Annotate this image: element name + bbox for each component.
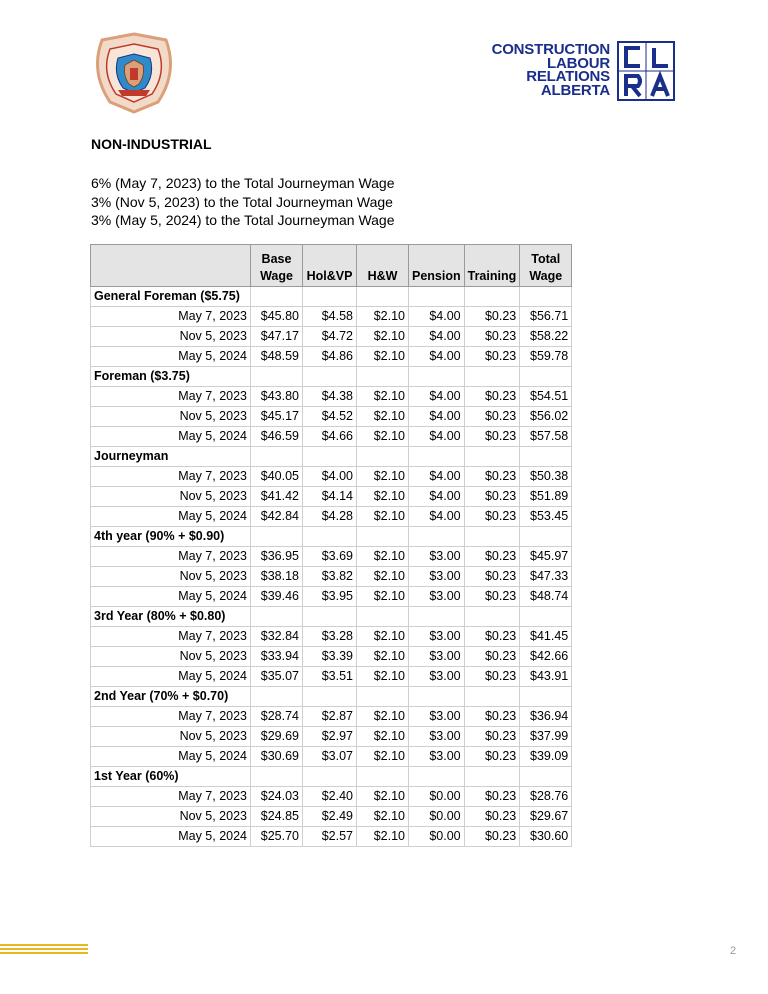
value-cell: $32.84 [251, 627, 303, 647]
footer-accent-lines [0, 944, 88, 956]
value-cell: $2.10 [357, 467, 409, 487]
value-cell: $50.38 [520, 467, 572, 487]
value-cell: $38.18 [251, 567, 303, 587]
empty-cell [357, 687, 409, 707]
value-cell: $2.10 [357, 747, 409, 767]
empty-cell [357, 527, 409, 547]
value-cell: $4.38 [303, 387, 357, 407]
wage-table [90, 244, 572, 847]
value-cell: $33.94 [251, 647, 303, 667]
header-cell: Pension [409, 245, 465, 287]
clra-wordmark [478, 43, 610, 97]
value-cell: $2.40 [303, 787, 357, 807]
empty-cell [251, 687, 303, 707]
value-cell: $4.00 [409, 487, 465, 507]
value-cell: $3.95 [303, 587, 357, 607]
value-cell: $2.10 [357, 587, 409, 607]
value-cell: $47.17 [251, 327, 303, 347]
value-cell: $28.76 [520, 787, 572, 807]
table-row [91, 667, 572, 687]
value-cell: $2.10 [357, 567, 409, 587]
empty-cell [464, 367, 520, 387]
value-cell: $0.23 [464, 507, 520, 527]
value-cell: $56.71 [520, 307, 572, 327]
empty-cell [520, 447, 572, 467]
table-row [91, 347, 572, 367]
value-cell: $2.10 [357, 547, 409, 567]
value-cell: $2.10 [357, 827, 409, 847]
value-cell: $3.00 [409, 727, 465, 747]
value-cell: $45.80 [251, 307, 303, 327]
group-label: 1st Year (60%) [91, 767, 251, 787]
value-cell: $0.23 [464, 567, 520, 587]
date-cell: May 5, 2024 [91, 667, 251, 687]
value-cell: $48.74 [520, 587, 572, 607]
value-cell: $3.39 [303, 647, 357, 667]
table-row [91, 707, 572, 727]
value-cell: $40.05 [251, 467, 303, 487]
value-cell: $0.23 [464, 387, 520, 407]
date-cell: May 7, 2023 [91, 387, 251, 407]
date-cell: May 7, 2023 [91, 787, 251, 807]
header-cell: Hol&VP [303, 245, 357, 287]
empty-cell [464, 607, 520, 627]
value-cell: $58.22 [520, 327, 572, 347]
value-cell: $4.00 [409, 467, 465, 487]
value-cell: $3.00 [409, 707, 465, 727]
value-cell: $41.42 [251, 487, 303, 507]
value-cell: $56.02 [520, 407, 572, 427]
value-cell: $2.10 [357, 347, 409, 367]
value-cell: $0.23 [464, 667, 520, 687]
value-cell: $4.28 [303, 507, 357, 527]
empty-cell [303, 287, 357, 307]
accent-line [0, 944, 88, 946]
date-cell: May 7, 2023 [91, 707, 251, 727]
date-cell: Nov 5, 2023 [91, 727, 251, 747]
empty-cell [409, 607, 465, 627]
empty-cell [464, 767, 520, 787]
date-cell: May 7, 2023 [91, 627, 251, 647]
value-cell: $43.91 [520, 667, 572, 687]
value-cell: $3.00 [409, 747, 465, 767]
table-header-row [91, 245, 572, 287]
value-cell: $4.58 [303, 307, 357, 327]
table-row [91, 787, 572, 807]
header-cell-blank [91, 245, 251, 287]
table-row [91, 487, 572, 507]
union-seal-icon [88, 32, 180, 114]
value-cell: $59.78 [520, 347, 572, 367]
value-cell: $0.00 [409, 827, 465, 847]
value-cell: $2.10 [357, 507, 409, 527]
clra-line: RELATIONS [526, 68, 610, 85]
empty-cell [303, 527, 357, 547]
date-cell: Nov 5, 2023 [91, 567, 251, 587]
value-cell: $0.23 [464, 587, 520, 607]
table-row [91, 547, 572, 567]
date-cell: May 5, 2024 [91, 587, 251, 607]
clra-logo [478, 40, 678, 104]
value-cell: $36.95 [251, 547, 303, 567]
value-cell: $2.10 [357, 387, 409, 407]
value-cell: $2.10 [357, 487, 409, 507]
value-cell: $0.23 [464, 547, 520, 567]
intro-line: 6% (May 7, 2023) to the Total Journeyman Wage [91, 175, 395, 191]
table-body [91, 287, 572, 847]
value-cell: $57.58 [520, 427, 572, 447]
value-cell: $0.23 [464, 327, 520, 347]
value-cell: $4.72 [303, 327, 357, 347]
empty-cell [303, 607, 357, 627]
clra-line: LABOUR [547, 54, 610, 72]
value-cell: $0.23 [464, 647, 520, 667]
empty-cell [303, 767, 357, 787]
value-cell: $0.23 [464, 727, 520, 747]
empty-cell [357, 447, 409, 467]
date-cell: May 7, 2023 [91, 467, 251, 487]
table-row [91, 507, 572, 527]
empty-cell [520, 287, 572, 307]
table-row [91, 407, 572, 427]
value-cell: $3.00 [409, 647, 465, 667]
value-cell: $2.57 [303, 827, 357, 847]
empty-cell [251, 767, 303, 787]
header-cell: H&W [357, 245, 409, 287]
empty-cell [409, 527, 465, 547]
value-cell: $2.10 [357, 707, 409, 727]
value-cell: $54.51 [520, 387, 572, 407]
clra-line: CONSTRUCTION [491, 41, 610, 58]
group-row [91, 767, 572, 787]
clra-monogram-icon [616, 40, 676, 102]
accent-line [0, 948, 88, 950]
section-title: NON-INDUSTRIAL [91, 136, 212, 152]
value-cell: $46.59 [251, 427, 303, 447]
value-cell: $30.60 [520, 827, 572, 847]
value-cell: $36.94 [520, 707, 572, 727]
date-cell: May 7, 2023 [91, 307, 251, 327]
value-cell: $4.00 [409, 327, 465, 347]
date-cell: Nov 5, 2023 [91, 647, 251, 667]
value-cell: $51.89 [520, 487, 572, 507]
value-cell: $3.82 [303, 567, 357, 587]
value-cell: $24.03 [251, 787, 303, 807]
value-cell: $3.69 [303, 547, 357, 567]
empty-cell [303, 447, 357, 467]
date-cell: May 5, 2024 [91, 747, 251, 767]
value-cell: $2.87 [303, 707, 357, 727]
intro-line: 3% (Nov 5, 2023) to the Total Journeyman Wage [91, 193, 393, 210]
date-cell: Nov 5, 2023 [91, 327, 251, 347]
table-row [91, 427, 572, 447]
value-cell: $42.66 [520, 647, 572, 667]
value-cell: $0.23 [464, 747, 520, 767]
value-cell: $4.00 [303, 467, 357, 487]
empty-cell [520, 607, 572, 627]
empty-cell [464, 687, 520, 707]
header-cell: Training [464, 245, 520, 287]
empty-cell [464, 527, 520, 547]
value-cell: $0.23 [464, 307, 520, 327]
group-label: Foreman ($3.75) [91, 367, 251, 387]
intro-line: 3% (May 5, 2024) to the Total Journeyman Wage [91, 212, 395, 228]
value-cell: $35.07 [251, 667, 303, 687]
value-cell: $29.69 [251, 727, 303, 747]
empty-cell [251, 527, 303, 547]
value-cell: $4.14 [303, 487, 357, 507]
empty-cell [357, 767, 409, 787]
empty-cell [251, 607, 303, 627]
value-cell: $2.10 [357, 787, 409, 807]
value-cell: $25.70 [251, 827, 303, 847]
table-row [91, 727, 572, 747]
empty-cell [251, 367, 303, 387]
value-cell: $4.00 [409, 347, 465, 367]
table-row [91, 647, 572, 667]
empty-cell [303, 367, 357, 387]
value-cell: $3.00 [409, 547, 465, 567]
value-cell: $4.66 [303, 427, 357, 447]
value-cell: $0.23 [464, 787, 520, 807]
value-cell: $4.00 [409, 427, 465, 447]
value-cell: $0.00 [409, 807, 465, 827]
empty-cell [409, 447, 465, 467]
date-cell: Nov 5, 2023 [91, 807, 251, 827]
date-cell: May 5, 2024 [91, 507, 251, 527]
group-row [91, 527, 572, 547]
value-cell: $2.10 [357, 727, 409, 747]
page-number: 2 [730, 945, 737, 957]
header-cell: Base Wage [251, 245, 303, 287]
table-row [91, 807, 572, 827]
table-row [91, 827, 572, 847]
date-cell: May 5, 2024 [91, 427, 251, 447]
clra-line: ALBERTA [540, 81, 610, 99]
value-cell: $4.52 [303, 407, 357, 427]
value-cell: $0.23 [464, 427, 520, 447]
value-cell: $2.10 [357, 627, 409, 647]
value-cell: $39.09 [520, 747, 572, 767]
value-cell: $0.23 [464, 407, 520, 427]
date-cell: May 5, 2024 [91, 827, 251, 847]
empty-cell [520, 687, 572, 707]
value-cell: $2.10 [357, 427, 409, 447]
value-cell: $0.23 [464, 347, 520, 367]
value-cell: $2.97 [303, 727, 357, 747]
empty-cell [357, 607, 409, 627]
value-cell: $43.80 [251, 387, 303, 407]
value-cell: $24.85 [251, 807, 303, 827]
value-cell: $3.51 [303, 667, 357, 687]
table-row [91, 627, 572, 647]
empty-cell [520, 767, 572, 787]
group-row [91, 367, 572, 387]
empty-cell [464, 447, 520, 467]
value-cell: $0.23 [464, 827, 520, 847]
table-row [91, 467, 572, 487]
group-row [91, 607, 572, 627]
group-label: 4th year (90% + $0.90) [91, 527, 251, 547]
group-label: 3rd Year (80% + $0.80) [91, 607, 251, 627]
value-cell: $2.10 [357, 307, 409, 327]
value-cell: $47.33 [520, 567, 572, 587]
value-cell: $3.00 [409, 667, 465, 687]
table-row [91, 327, 572, 347]
date-cell: Nov 5, 2023 [91, 487, 251, 507]
value-cell: $4.86 [303, 347, 357, 367]
value-cell: $3.00 [409, 567, 465, 587]
empty-cell [520, 527, 572, 547]
value-cell: $42.84 [251, 507, 303, 527]
empty-cell [409, 287, 465, 307]
table-row [91, 747, 572, 767]
value-cell: $2.10 [357, 807, 409, 827]
empty-cell [251, 447, 303, 467]
empty-cell [409, 767, 465, 787]
value-cell: $2.10 [357, 407, 409, 427]
value-cell: $3.28 [303, 627, 357, 647]
value-cell: $2.49 [303, 807, 357, 827]
value-cell: $0.00 [409, 787, 465, 807]
intro-text [91, 174, 395, 230]
empty-cell [251, 287, 303, 307]
date-cell: May 5, 2024 [91, 347, 251, 367]
value-cell: $39.46 [251, 587, 303, 607]
value-cell: $30.69 [251, 747, 303, 767]
value-cell: $0.23 [464, 807, 520, 827]
value-cell: $4.00 [409, 507, 465, 527]
empty-cell [303, 687, 357, 707]
empty-cell [357, 287, 409, 307]
table-row [91, 587, 572, 607]
value-cell: $2.10 [357, 647, 409, 667]
group-row [91, 687, 572, 707]
value-cell: $48.59 [251, 347, 303, 367]
group-row [91, 447, 572, 467]
group-label: Journeyman [91, 447, 251, 467]
empty-cell [409, 687, 465, 707]
table-row [91, 307, 572, 327]
value-cell: $0.23 [464, 487, 520, 507]
group-label: 2nd Year (70% + $0.70) [91, 687, 251, 707]
table-row [91, 567, 572, 587]
value-cell: $4.00 [409, 307, 465, 327]
value-cell: $3.00 [409, 587, 465, 607]
value-cell: $2.10 [357, 327, 409, 347]
value-cell: $37.99 [520, 727, 572, 747]
date-cell: May 7, 2023 [91, 547, 251, 567]
empty-cell [357, 367, 409, 387]
header-cell: Total Wage [520, 245, 572, 287]
accent-line [0, 952, 88, 954]
value-cell: $53.45 [520, 507, 572, 527]
empty-cell [520, 367, 572, 387]
value-cell: $2.10 [357, 667, 409, 687]
union-seal-logo [88, 32, 180, 114]
date-cell: Nov 5, 2023 [91, 407, 251, 427]
value-cell: $0.23 [464, 707, 520, 727]
value-cell: $3.07 [303, 747, 357, 767]
value-cell: $41.45 [520, 627, 572, 647]
value-cell: $3.00 [409, 627, 465, 647]
table-row [91, 387, 572, 407]
value-cell: $0.23 [464, 467, 520, 487]
value-cell: $45.17 [251, 407, 303, 427]
value-cell: $29.67 [520, 807, 572, 827]
empty-cell [464, 287, 520, 307]
value-cell: $28.74 [251, 707, 303, 727]
value-cell: $0.23 [464, 627, 520, 647]
value-cell: $4.00 [409, 407, 465, 427]
value-cell: $45.97 [520, 547, 572, 567]
group-row [91, 287, 572, 307]
value-cell: $4.00 [409, 387, 465, 407]
group-label: General Foreman ($5.75) [91, 287, 251, 307]
empty-cell [409, 367, 465, 387]
